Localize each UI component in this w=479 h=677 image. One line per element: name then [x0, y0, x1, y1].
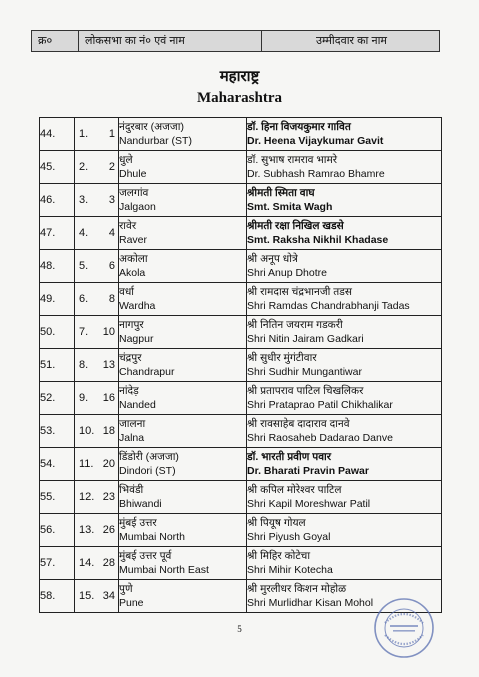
state-index: 3. [79, 194, 89, 206]
candidate-name-hindi: श्री पियूष गोयल [247, 517, 306, 529]
candidate-name-english: Shri Prataprao Patil Chikhalikar [247, 399, 393, 411]
candidate-name-hindi: श्री रामदास चंद्रभानजी तडस [247, 286, 352, 298]
table-header [31, 30, 440, 52]
candidate-name-hindi: श्री अनूप धोत्रे [247, 253, 298, 265]
candidate-name-hindi: श्रीमती रक्षा निखिल खडसे [247, 220, 344, 232]
table-row [40, 151, 442, 184]
constituency-cell [119, 316, 247, 349]
constituency-cell [119, 184, 247, 217]
constituency-name-english: Mumbai North East [119, 564, 209, 576]
candidate-name-english: Shri Ramdas Chandrabhanji Tadas [247, 300, 410, 312]
state-and-constituency-number [75, 349, 119, 382]
candidate-cell [247, 415, 442, 448]
constituency-cell [119, 151, 247, 184]
serial-number: 48. [40, 250, 75, 283]
candidate-name-hindi: श्री रावसाहेब दादाराव दानवे [247, 418, 350, 430]
constituency-name-english: Raver [119, 234, 148, 246]
state-and-constituency-number [75, 250, 119, 283]
candidate-cell [247, 151, 442, 184]
page-number: 5 [237, 624, 242, 634]
candidate-cell [247, 217, 442, 250]
serial-number: 46. [40, 184, 75, 217]
state-index: 5. [79, 260, 89, 272]
serial-number: 44. [40, 118, 75, 151]
state-and-constituency-number [75, 547, 119, 580]
constituency-name-hindi: जलगांव [119, 187, 149, 199]
serial-number: 49. [40, 283, 75, 316]
candidate-cell [247, 349, 442, 382]
constituency-cell [119, 118, 247, 151]
candidate-cell [247, 283, 442, 316]
candidate-cell [247, 118, 442, 151]
state-index: 8. [79, 359, 89, 371]
candidate-cell [247, 382, 442, 415]
constituency-number: 26 [102, 524, 115, 536]
state-and-constituency-number [75, 514, 119, 547]
candidate-name-english: Shri Murlidhar Kisan Mohol [247, 597, 374, 609]
constituency-cell [119, 250, 247, 283]
state-title-hindi: महाराष्ट्र [219, 68, 260, 85]
constituency-number: 4 [108, 227, 115, 239]
candidate-name-hindi: श्री मुरलीधर किशन मोहोळ [247, 583, 347, 595]
constituency-name-english: Mumbai North [119, 531, 185, 543]
constituency-name-english: Jalgaon [119, 201, 156, 213]
constituency-name-hindi: धुले [119, 154, 133, 166]
candidate-name-english: Dr. Heena Vijaykumar Gavit [247, 135, 384, 147]
candidate-name-english: Shri Nitin Jairam Gadkari [247, 333, 364, 345]
serial-number: 47. [40, 217, 75, 250]
constituency-name-hindi: नांदेड़ [119, 385, 139, 397]
table-row [40, 217, 442, 250]
constituency-cell [119, 415, 247, 448]
candidate-name-hindi: श्रीमती स्मिता वाघ [247, 187, 315, 199]
constituency-name-hindi: डिंडोरी (अजजा) [119, 451, 179, 463]
constituency-name-english: Dhule [119, 168, 147, 180]
constituency-name-english: Nandurbar (ST) [119, 135, 192, 147]
candidate-name-hindi: श्री कपिल मोरेश्वर पाटिल [247, 484, 342, 496]
state-index: 2. [79, 161, 89, 173]
constituency-name-hindi: जालना [119, 418, 146, 430]
candidate-name-english: Smt. Raksha Nikhil Khadase [247, 234, 389, 246]
candidate-name-english: Shri Sudhir Mungantiwar [247, 366, 362, 378]
constituency-number: 3 [108, 194, 115, 206]
state-and-constituency-number [75, 118, 119, 151]
constituency-name-english: Nagpur [119, 333, 154, 345]
table-row [40, 514, 442, 547]
table-row [40, 316, 442, 349]
constituency-cell [119, 283, 247, 316]
constituency-name-english: Bhiwandi [119, 498, 162, 510]
constituency-number: 1 [108, 128, 115, 140]
state-and-constituency-number [75, 580, 119, 613]
constituency-name-hindi: मुंबई उत्तर पूर्व [119, 550, 172, 562]
state-and-constituency-number [75, 382, 119, 415]
serial-number: 52. [40, 382, 75, 415]
header-candidate: उम्मीदवार का नाम [316, 35, 387, 47]
state-and-constituency-number [75, 448, 119, 481]
table-row [40, 250, 442, 283]
constituency-cell [119, 481, 247, 514]
state-index: 6. [79, 293, 89, 305]
constituency-name-hindi: अकोला [119, 253, 148, 265]
serial-number: 45. [40, 151, 75, 184]
table-row [40, 448, 442, 481]
candidate-name-english: Dr. Subhash Ramrao Bhamre [247, 168, 385, 180]
state-and-constituency-number [75, 316, 119, 349]
constituency-number: 2 [108, 161, 115, 173]
constituency-name-hindi: पुणे [119, 583, 133, 595]
constituency-cell [119, 349, 247, 382]
constituency-name-hindi: भिवंडी [119, 484, 144, 496]
constituency-name-english: Chandrapur [119, 366, 175, 378]
constituency-name-english: Wardha [119, 300, 156, 312]
constituency-number: 13 [102, 359, 115, 371]
state-index: 15. [79, 590, 95, 602]
serial-number: 55. [40, 481, 75, 514]
state-and-constituency-number [75, 184, 119, 217]
constituency-name-hindi: वर्धा [119, 286, 135, 298]
constituency-number: 23 [102, 491, 115, 503]
state-and-constituency-number [75, 217, 119, 250]
constituency-name-english: Nanded [119, 399, 156, 411]
state-index: 14. [79, 557, 95, 569]
constituency-name-hindi: मुंबई उत्तर [119, 517, 157, 529]
serial-number: 58. [40, 580, 75, 613]
candidate-name-english: Smt. Smita Wagh [247, 201, 333, 213]
serial-number: 51. [40, 349, 75, 382]
candidate-name-english: Shri Raosaheb Dadarao Danve [247, 432, 393, 444]
constituency-name-english: Dindori (ST) [119, 465, 176, 477]
state-and-constituency-number [75, 481, 119, 514]
candidate-name-english: Shri Piyush Goyal [247, 531, 331, 543]
table-row [40, 184, 442, 217]
candidate-cell [247, 250, 442, 283]
state-index: 11. [79, 458, 94, 470]
candidate-name-hindi: डॉ. सुभाष रामराव भामरे [247, 154, 338, 166]
candidate-cell [247, 316, 442, 349]
table-row [40, 283, 442, 316]
candidate-name-english: Shri Mihir Kotecha [247, 564, 333, 576]
header-serial: क्र० [32, 31, 79, 51]
state-and-constituency-number [75, 283, 119, 316]
state-index: 10. [79, 425, 95, 437]
constituency-name-hindi: चंद्रपुर [119, 352, 142, 364]
candidate-cell [247, 481, 442, 514]
constituency-number: 8 [108, 293, 115, 305]
candidate-name-hindi: श्री मिहिर कोटेचा [247, 550, 311, 562]
state-index: 9. [79, 392, 89, 404]
table-row [40, 481, 442, 514]
candidate-name-hindi: श्री प्रतापराव पाटिल चिखलिकर [247, 385, 364, 397]
table-row [40, 547, 442, 580]
table-row [40, 349, 442, 382]
candidate-name-hindi: श्री सुधीर मुंगंटीवार [247, 352, 317, 364]
candidate-name-english: Shri Anup Dhotre [247, 267, 327, 279]
serial-number: 57. [40, 547, 75, 580]
office-seal-stamp [373, 597, 435, 659]
table-row [40, 415, 442, 448]
constituency-number: 16 [102, 392, 115, 404]
state-and-constituency-number [75, 151, 119, 184]
constituency-name-english: Pune [119, 597, 144, 609]
state-index: 1. [79, 128, 89, 140]
serial-number: 56. [40, 514, 75, 547]
candidate-table [39, 117, 442, 613]
constituency-number: 28 [102, 557, 115, 569]
constituency-cell [119, 547, 247, 580]
candidate-cell [247, 448, 442, 481]
state-title-english: Maharashtra [197, 90, 282, 106]
candidate-cell [247, 514, 442, 547]
serial-number: 50. [40, 316, 75, 349]
serial-number: 54. [40, 448, 75, 481]
candidate-cell [247, 547, 442, 580]
candidate-name-english: Shri Kapil Moreshwar Patil [247, 498, 371, 510]
constituency-number: 6 [108, 260, 115, 272]
constituency-cell [119, 580, 247, 613]
candidate-name-hindi: श्री नितिन जयराम गडकरी [247, 319, 343, 331]
candidate-cell [247, 184, 442, 217]
constituency-cell [119, 382, 247, 415]
state-index: 4. [79, 227, 89, 239]
state-and-constituency-number [75, 415, 119, 448]
constituency-cell [119, 448, 247, 481]
constituency-name-hindi: रावेर [119, 220, 137, 232]
constituency-number: 10 [102, 326, 115, 338]
candidate-name-english: Dr. Bharati Pravin Pawar [247, 465, 369, 477]
serial-number: 53. [40, 415, 75, 448]
constituency-number: 18 [102, 425, 115, 437]
constituency-name-english: Jalna [119, 432, 145, 444]
constituency-cell [119, 514, 247, 547]
state-index: 13. [79, 524, 95, 536]
constituency-cell [119, 217, 247, 250]
constituency-name-hindi: नंदुरबार (अजजा) [119, 121, 184, 133]
candidate-name-hindi: डॉ. भारती प्रवीण पवार [247, 451, 332, 463]
constituency-number: 34 [102, 590, 115, 602]
constituency-name-english: Akola [119, 267, 146, 279]
candidate-name-hindi: डॉ. हिना विजयकुमार गावित [247, 121, 351, 133]
table-row [40, 118, 442, 151]
state-index: 7. [79, 326, 89, 338]
table-row [40, 382, 442, 415]
state-index: 12. [79, 491, 95, 503]
header-constituency: लोकसभा का नं० एवं नाम [79, 31, 262, 51]
constituency-number: 20 [102, 458, 115, 470]
constituency-name-hindi: नागपुर [119, 319, 144, 331]
